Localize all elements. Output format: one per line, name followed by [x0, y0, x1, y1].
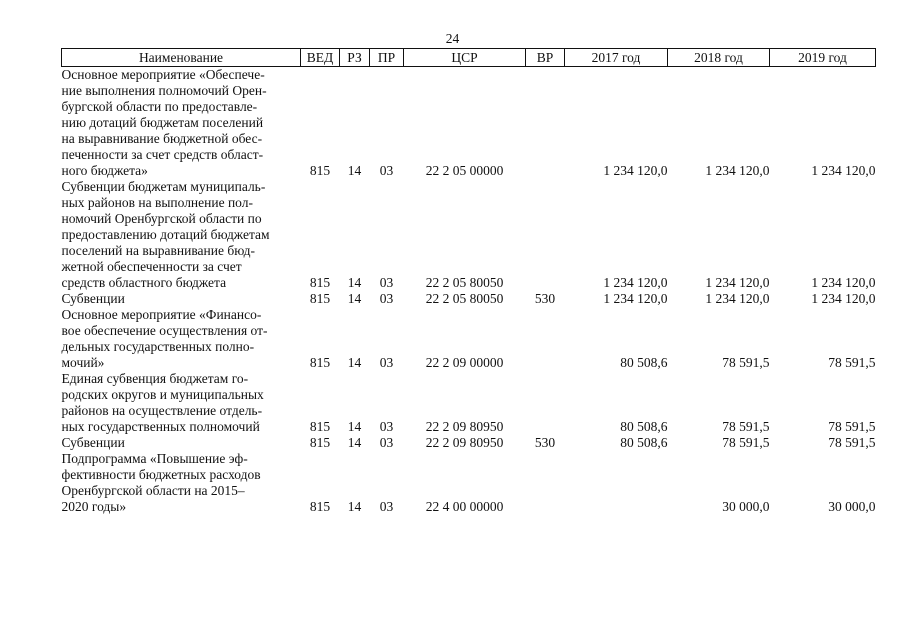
cell-ved: 815	[309, 163, 331, 178]
cell-csr: 22 2 05 80050	[425, 291, 504, 306]
row-name	[62, 451, 301, 515]
cell-2017: 80 508,6	[620, 355, 668, 370]
header-vr: ВР	[526, 49, 565, 67]
cell-2017: 80 508,6	[620, 419, 668, 434]
cell-2017: 1 234 120,0	[603, 163, 668, 178]
cell-vr	[526, 179, 565, 291]
cell-pr: 03	[379, 499, 394, 514]
cell-pr: 03	[379, 419, 394, 434]
row-name-line: Оренбургской области на 2015–	[61, 483, 245, 498]
cell-2018: 1 234 120,0	[705, 163, 770, 178]
cell-vr: 530	[534, 291, 556, 306]
row-name-line: Подпрограмма «Повышение эф-	[61, 451, 248, 466]
row-name-line: бургской области по предоставле-	[61, 99, 258, 114]
cell-pr: 03	[379, 435, 394, 450]
cell-rz: 14	[347, 419, 362, 434]
table-row	[62, 67, 876, 180]
row-name	[62, 179, 301, 291]
header-2018: 2018 год	[668, 49, 770, 67]
row-name-line: Единая субвенция бюджетам го-	[61, 371, 249, 386]
cell-vr	[526, 451, 565, 515]
row-name-line: поселений на выравнивание бюд-	[61, 243, 255, 258]
row-name-line: печенности за счет средств област-	[61, 147, 264, 162]
row-name-line: Субвенции	[61, 435, 125, 450]
row-name-line: Основное мероприятие «Обеспече-	[61, 67, 265, 82]
cell-2017: 1 234 120,0	[603, 291, 668, 306]
header-rz: РЗ	[340, 49, 370, 67]
row-name-line: на выравнивание бюджетной обес-	[61, 131, 263, 146]
row-name-line: ного бюджета»	[61, 163, 148, 178]
cell-2019: 78 591,5	[828, 355, 876, 370]
cell-pr: 03	[379, 163, 394, 178]
row-name-line: фективности бюджетных расходов	[61, 467, 261, 482]
cell-csr: 22 2 09 00000	[425, 355, 504, 370]
row-name-line: дельных государственных полно-	[61, 339, 255, 354]
header-ved: ВЕД	[301, 49, 340, 67]
header-2019: 2019 год	[770, 49, 876, 67]
row-name-line: средств областного бюджета	[61, 275, 227, 290]
cell-vr	[526, 371, 565, 435]
cell-rz: 14	[347, 499, 362, 514]
cell-vr	[526, 307, 565, 371]
cell-2019: 30 000,0	[828, 499, 876, 514]
cell-2019: 78 591,5	[828, 435, 876, 450]
cell-ved: 815	[309, 291, 331, 306]
row-name-line: родских округов и муниципальных	[61, 387, 264, 402]
row-name-line: жетной обеспеченности за счет	[61, 259, 242, 274]
cell-rz: 14	[347, 275, 362, 290]
cell-2017: 1 234 120,0	[603, 275, 668, 290]
cell-2018: 1 234 120,0	[705, 275, 770, 290]
row-name-line: мочий»	[61, 355, 105, 370]
cell-2018: 78 591,5	[722, 355, 770, 370]
cell-rz: 14	[347, 355, 362, 370]
row-name	[62, 67, 301, 180]
row-name-line: ных районов на выполнение пол-	[61, 195, 253, 210]
cell-ved: 815	[309, 355, 331, 370]
cell-csr: 22 2 05 00000	[425, 163, 504, 178]
cell-csr: 22 2 09 80950	[425, 435, 504, 450]
cell-csr: 22 4 00 00000	[425, 499, 504, 514]
table-header-row	[62, 49, 876, 67]
cell-2019: 78 591,5	[828, 419, 876, 434]
header-csr: ЦСР	[404, 49, 526, 67]
row-name-line: 2020 годы»	[61, 499, 127, 514]
row-name-line: ных государственных полномочий	[61, 419, 260, 434]
cell-ved: 815	[309, 499, 331, 514]
table-row	[62, 435, 876, 451]
table-row	[62, 291, 876, 307]
cell-rz: 14	[347, 163, 362, 178]
cell-2017	[565, 451, 668, 515]
cell-2018: 30 000,0	[722, 499, 770, 514]
cell-2018: 78 591,5	[722, 435, 770, 450]
table-row	[62, 451, 876, 515]
row-name	[62, 435, 301, 451]
cell-csr: 22 2 05 80050	[425, 275, 504, 290]
cell-rz: 14	[347, 435, 362, 450]
budget-table	[61, 48, 876, 515]
cell-2017: 80 508,6	[620, 435, 668, 450]
row-name-line: Субвенции	[61, 291, 125, 306]
cell-pr: 03	[379, 355, 394, 370]
header-pr: ПР	[370, 49, 404, 67]
cell-vr: 530	[534, 435, 556, 450]
page-number: 24	[445, 31, 460, 46]
cell-csr: 22 2 09 80950	[425, 419, 504, 434]
cell-ved: 815	[309, 419, 331, 434]
table-row	[62, 371, 876, 435]
cell-2018: 1 234 120,0	[705, 291, 770, 306]
row-name-line: номочий Оренбургской области по	[61, 211, 262, 226]
cell-rz: 14	[347, 291, 362, 306]
row-name	[62, 291, 301, 307]
row-name	[62, 307, 301, 371]
cell-vr	[526, 67, 565, 180]
cell-2018: 78 591,5	[722, 419, 770, 434]
table-row	[62, 179, 876, 291]
cell-ved: 815	[309, 435, 331, 450]
row-name-line: вое обеспечение осуществления от-	[61, 323, 268, 338]
row-name-line: районов на осуществление отдель-	[61, 403, 263, 418]
cell-pr: 03	[379, 291, 394, 306]
cell-2019: 1 234 120,0	[811, 163, 876, 178]
row-name-line: Субвенции бюджетам муниципаль-	[61, 179, 266, 194]
row-name-line: Основное мероприятие «Финансо-	[61, 307, 262, 322]
table-row	[62, 307, 876, 371]
cell-2019: 1 234 120,0	[811, 291, 876, 306]
cell-pr: 03	[379, 275, 394, 290]
row-name-line: нию дотаций бюджетам поселений	[61, 115, 264, 130]
row-name-line: предоставлению дотаций бюджетам	[61, 227, 270, 242]
row-name	[62, 371, 301, 435]
header-2017: 2017 год	[565, 49, 668, 67]
cell-ved: 815	[309, 275, 331, 290]
row-name-line: ние выполнения полномочий Орен-	[61, 83, 267, 98]
header-name: Наименование	[62, 49, 301, 67]
cell-2019: 1 234 120,0	[811, 275, 876, 290]
